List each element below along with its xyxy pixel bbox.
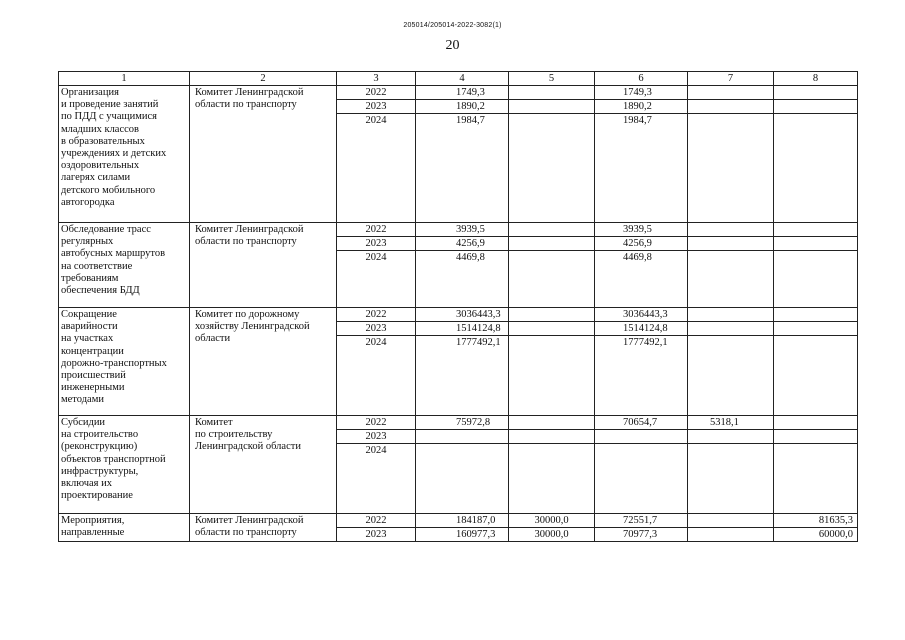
amount-col8-cell [774, 430, 858, 444]
amount-col7-cell [688, 514, 774, 528]
amount-col7-cell [688, 86, 774, 100]
activity-line: (реконструкцию) [61, 441, 138, 453]
amount-col8-cell [774, 336, 858, 416]
amount-col5-cell [509, 444, 595, 514]
amount-col8-cell [774, 114, 858, 223]
activity-line: обеспечения БДД [61, 285, 140, 297]
activity-line: Организация [61, 87, 119, 98]
amount-col4-cell [416, 430, 509, 444]
amount-col7-cell [688, 430, 774, 444]
activity-line: Субсидии [61, 417, 106, 428]
activity-line: инженерными [61, 382, 125, 394]
amount-col6-cell: 1749,3 [595, 86, 688, 100]
year-cell: 2023 [337, 237, 416, 251]
amount-col7-cell [688, 444, 774, 514]
amount-col7-cell [688, 100, 774, 114]
year-cell: 2023 [337, 100, 416, 114]
activity-line: лагерях силами [61, 172, 131, 184]
column-header: 3 [337, 72, 416, 86]
activity-cell [59, 308, 190, 416]
responsible-line: области по транспорту [195, 99, 297, 111]
budget-table [58, 71, 858, 542]
responsible-line: области [195, 333, 231, 345]
amount-col6-cell [595, 430, 688, 444]
amount-col6-cell: 1890,2 [595, 100, 688, 114]
column-header: 4 [416, 72, 509, 86]
amount-col5-cell [509, 237, 595, 251]
amount-col5-cell: 30000,0 [509, 514, 595, 528]
responsible-line: области по транспорту [195, 527, 297, 539]
activity-line: в образовательных [61, 135, 145, 147]
amount-col5-cell [509, 430, 595, 444]
column-header: 6 [595, 72, 688, 86]
amount-col7-cell [688, 251, 774, 308]
year-cell: 2024 [337, 336, 416, 416]
responsible-line: Комитет Ленинградской [195, 87, 304, 98]
year-cell: 2024 [337, 114, 416, 223]
responsible-line: Комитет [195, 417, 233, 428]
amount-col6-cell: 72551,7 [595, 514, 688, 528]
year-cell: 2022 [337, 514, 416, 528]
year-cell: 2022 [337, 416, 416, 430]
activity-line: и проведение занятий [61, 99, 159, 111]
activity-line: происшествий [61, 370, 126, 382]
amount-col4-cell [416, 444, 509, 514]
amount-col7-cell [688, 308, 774, 322]
amount-col8-cell [774, 251, 858, 308]
amount-col7-cell [688, 237, 774, 251]
amount-col6-cell: 1984,7 [595, 114, 688, 223]
amount-col5-cell [509, 322, 595, 336]
amount-col5-cell [509, 416, 595, 430]
responsible-cell [190, 223, 337, 308]
amount-col8-cell [774, 322, 858, 336]
responsible-cell [190, 86, 337, 223]
amount-col8-cell [774, 308, 858, 322]
responsible-line: хозяйству Ленинградской [195, 321, 310, 333]
amount-col4-cell: 184187,0 [416, 514, 509, 528]
activity-cell [59, 416, 190, 514]
table-row [59, 86, 858, 100]
amount-col4-cell: 1514124,8 [416, 322, 509, 336]
amount-col8-cell: 81635,3 [774, 514, 858, 528]
year-cell: 2022 [337, 86, 416, 100]
responsible-line: Комитет по дорожному [195, 309, 300, 320]
amount-col5-cell [509, 86, 595, 100]
amount-col7-cell [688, 114, 774, 223]
activity-line: требованиям [61, 272, 119, 284]
amount-col6-cell: 4256,9 [595, 237, 688, 251]
amount-col5-cell [509, 251, 595, 308]
document-id: 205014/205014-2022-3082(1) [403, 22, 502, 29]
amount-col5-cell: 30000,0 [509, 528, 595, 542]
amount-col7-cell: 5318,1 [688, 416, 774, 430]
year-cell: 2022 [337, 223, 416, 237]
amount-col8-cell [774, 416, 858, 430]
amount-col6-cell [595, 444, 688, 514]
amount-col4-cell: 3036443,3 [416, 308, 509, 322]
amount-col5-cell [509, 100, 595, 114]
column-header: 2 [190, 72, 337, 86]
activity-line: дорожно-транспортных [61, 357, 167, 369]
responsible-line: по строительству [195, 429, 273, 441]
amount-col8-cell: 60000,0 [774, 528, 858, 542]
amount-col8-cell [774, 444, 858, 514]
amount-col6-cell: 3939,5 [595, 223, 688, 237]
amount-col7-cell [688, 322, 774, 336]
activity-line: включая их [61, 478, 113, 490]
activity-line: концентрации [61, 345, 124, 357]
activity-line: на соответствие [61, 260, 133, 272]
amount-col6-cell: 70654,7 [595, 416, 688, 430]
activity-line: учреждениях и детских [61, 148, 167, 160]
amount-col4-cell: 4256,9 [416, 237, 509, 251]
amount-col4-cell: 1777492,1 [416, 336, 509, 416]
table-row [59, 223, 858, 237]
activity-line: на строительство [61, 429, 139, 441]
responsible-cell [190, 308, 337, 416]
activity-line: на участках [61, 333, 114, 345]
amount-col4-cell: 160977,3 [416, 528, 509, 542]
activity-line: детского мобильного [61, 184, 156, 196]
activity-line: методами [61, 394, 104, 406]
activity-cell [59, 223, 190, 308]
activity-line: по ПДД с учащимися [61, 111, 157, 123]
activity-line: Обследование трасс [61, 224, 151, 235]
amount-col8-cell [774, 223, 858, 237]
amount-col7-cell [688, 528, 774, 542]
column-header: 8 [774, 72, 858, 86]
responsible-cell [190, 514, 337, 542]
amount-col7-cell [688, 223, 774, 237]
amount-col6-cell: 1777492,1 [595, 336, 688, 416]
responsible-line: области по транспорту [195, 236, 297, 248]
amount-col5-cell [509, 308, 595, 322]
activity-line: младших классов [61, 123, 139, 135]
amount-col6-cell: 4469,8 [595, 251, 688, 308]
responsible-line: Ленинградской области [195, 441, 301, 453]
activity-line: аварийности [61, 321, 118, 333]
column-header: 7 [688, 72, 774, 86]
amount-col8-cell [774, 86, 858, 100]
column-header: 5 [509, 72, 595, 86]
amount-col7-cell [688, 336, 774, 416]
activity-line: инфраструктуры, [61, 465, 139, 477]
activity-line: автобусных маршрутов [61, 248, 166, 260]
table-row [59, 416, 858, 430]
table-row [59, 308, 858, 322]
amount-col6-cell: 1514124,8 [595, 322, 688, 336]
activity-line: объектов транспортной [61, 453, 166, 465]
activity-line: проектирование [61, 490, 133, 502]
responsible-line: Комитет Ленинградской [195, 224, 304, 235]
amount-col4-cell: 1890,2 [416, 100, 509, 114]
amount-col8-cell [774, 100, 858, 114]
amount-col5-cell [509, 114, 595, 223]
amount-col8-cell [774, 237, 858, 251]
activity-line: регулярных [61, 236, 114, 248]
table-row [59, 514, 858, 528]
amount-col5-cell [509, 223, 595, 237]
year-cell: 2023 [337, 322, 416, 336]
year-cell: 2024 [337, 444, 416, 514]
amount-col4-cell: 75972,8 [416, 416, 509, 430]
activity-line: оздоровительных [61, 160, 140, 172]
responsible-line: Комитет Ленинградской [195, 515, 304, 526]
amount-col4-cell: 1984,7 [416, 114, 509, 223]
amount-col6-cell: 70977,3 [595, 528, 688, 542]
responsible-cell [190, 416, 337, 514]
amount-col4-cell: 4469,8 [416, 251, 509, 308]
amount-col5-cell [509, 336, 595, 416]
column-header: 1 [59, 72, 190, 86]
activity-line: Сокращение [61, 309, 117, 320]
amount-col4-cell: 1749,3 [416, 86, 509, 100]
year-cell: 2022 [337, 308, 416, 322]
activity-cell [59, 86, 190, 223]
amount-col4-cell: 3939,5 [416, 223, 509, 237]
year-cell: 2023 [337, 430, 416, 444]
year-cell: 2024 [337, 251, 416, 308]
amount-col6-cell: 3036443,3 [595, 308, 688, 322]
activity-cell [59, 514, 190, 542]
page-number: 20 [445, 38, 460, 53]
year-cell: 2023 [337, 528, 416, 542]
column-number-header-row [59, 72, 858, 86]
activity-line: направленные [61, 527, 125, 539]
activity-line: автогородка [61, 196, 115, 208]
activity-line: Мероприятия, [61, 515, 125, 526]
